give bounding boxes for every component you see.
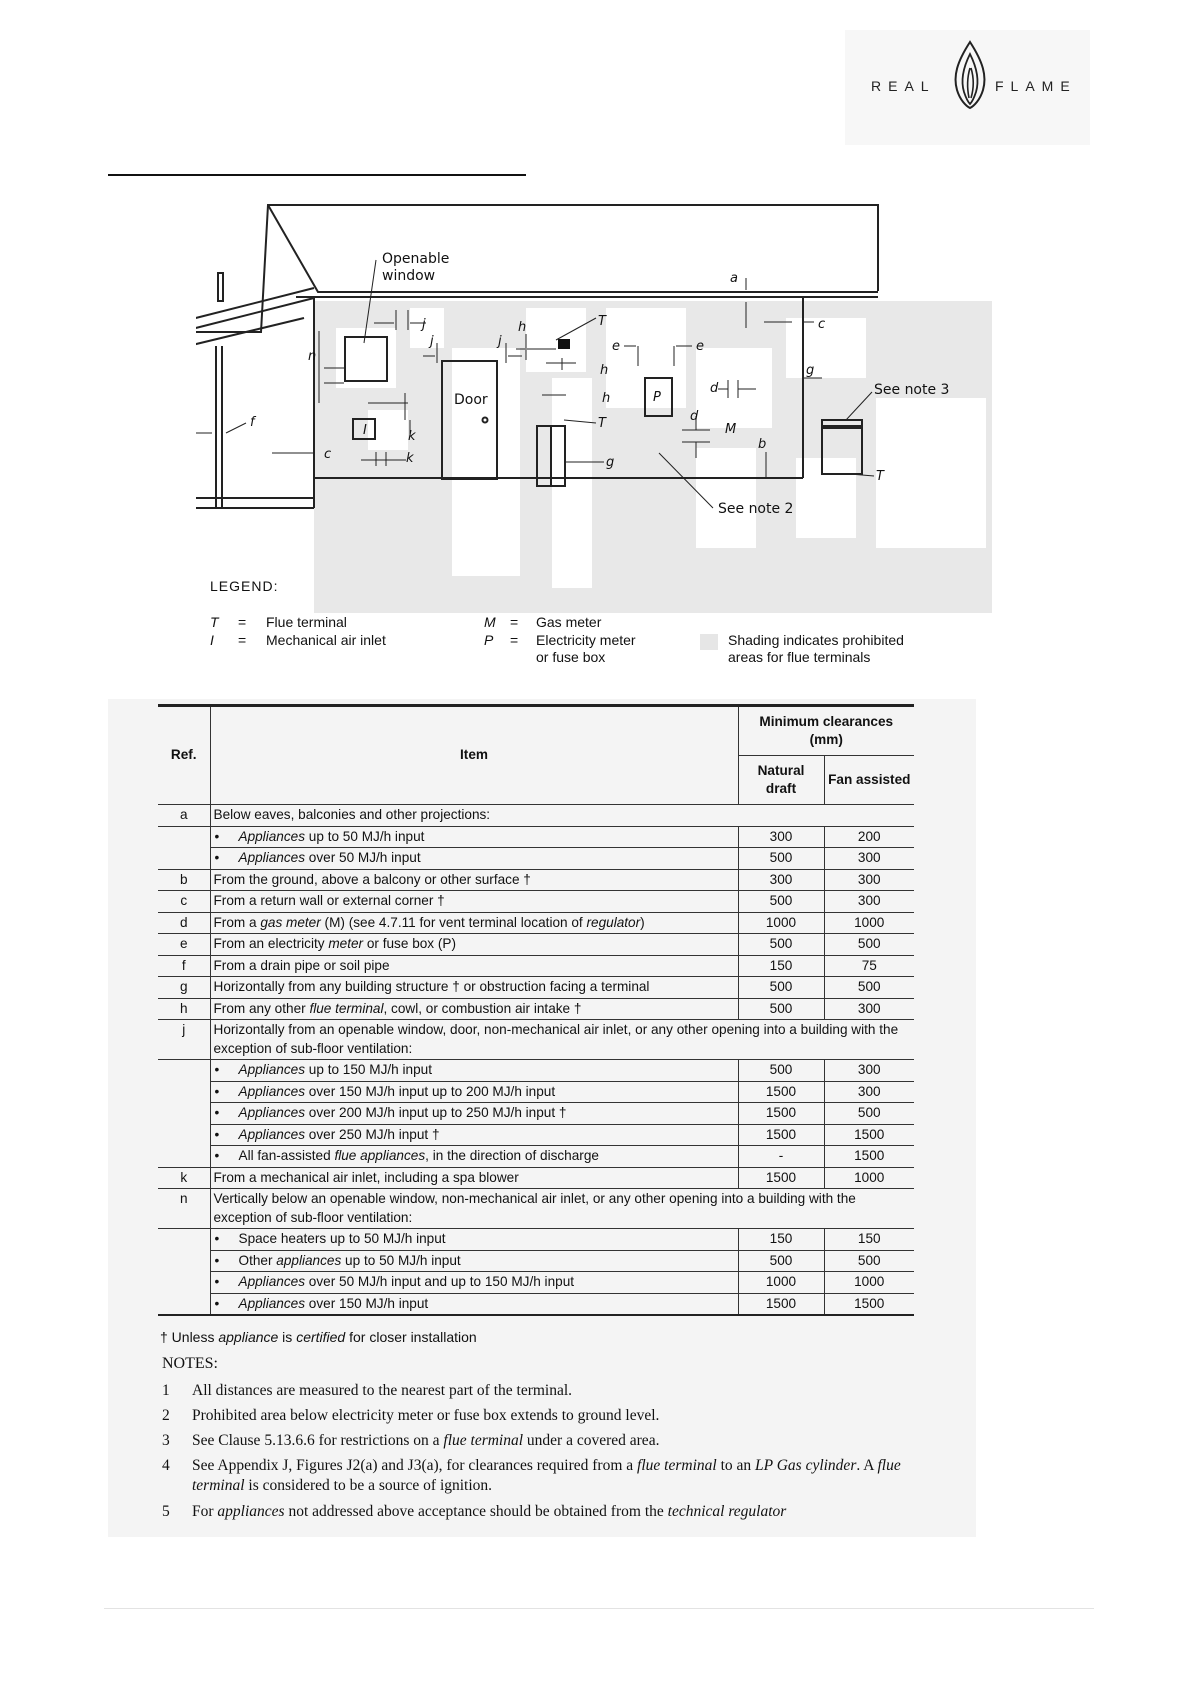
label-T-2: T [598,416,606,431]
flame-icon [949,40,991,110]
cell-natural: 1000 [738,1272,824,1294]
label-g-1: g [806,363,815,378]
cell-fan: 500 [824,934,914,956]
legend-m-desc: Gas meter [536,614,602,630]
row-item-text: Other [238,1252,277,1268]
row-item: From a mechanical air inlet, including a spa blower [210,1167,738,1189]
brand-logo [845,30,1090,145]
row-item-rest: , in the direction of discharge [425,1148,599,1163]
table-footnote [160,1329,477,1345]
legend-m-equals: = [510,614,519,630]
see-note-3-label: See note 3 [874,382,950,398]
cell-fan: 300 [824,1060,914,1082]
note-text: under a covered area. [523,1432,660,1449]
note-text: not addressed above acceptance should be obtained from the [284,1503,668,1520]
row-item-em: Appliances [238,1105,306,1120]
table-row [158,1167,914,1189]
label-j-1: j [422,317,426,332]
label-h-1: h [518,320,527,335]
legend-shade-swatch [700,634,718,650]
note-em: flue terminal [443,1432,524,1449]
label-k-1: k [408,429,416,444]
note-em: LP Gas [755,1457,802,1474]
cell-natural: - [738,1146,824,1168]
cell-natural: 300 [738,826,824,848]
label-M: M [725,422,737,437]
row-ref: c [158,891,210,913]
cell-fan: 200 [824,826,914,848]
cell-fan: 1500 [824,1293,914,1315]
row-item-em: Appliances [238,1083,306,1099]
table-row [158,1124,914,1146]
header-fan-assisted: Fan assisted [824,756,914,805]
see-note-2-label: See note 2 [718,501,794,517]
footnote-em: appliance [218,1329,279,1345]
row-ref: f [158,955,210,977]
row-ref: k [158,1167,210,1189]
row-ref: d [158,912,210,934]
label-d-1: d [710,381,719,396]
legend-title: LEGEND: [210,578,279,594]
table-row [158,1293,914,1315]
cell-fan: 500 [824,1250,914,1272]
label-j-3: j [498,334,502,349]
footnote-text: is [278,1329,297,1345]
footnote-text: † Unless [160,1329,219,1345]
legend-p-desc-2: or fuse box [536,649,606,665]
note-number: 4 [162,1457,170,1474]
row-ref: g [158,977,210,999]
table-row [158,1020,914,1060]
row-item-text: From a [213,914,261,930]
legend-t-desc: Flue terminal [266,614,347,630]
note-text: . A [856,1457,878,1474]
cell-natural: 500 [738,1060,824,1082]
logo-text-right: FLAME [995,78,1077,94]
cell-fan: 300 [824,869,914,891]
table-row [158,826,914,848]
row-item-em: regulator [586,914,641,930]
table-row [158,1250,914,1272]
label-f: f [250,415,255,430]
label-h-3: h [602,391,611,406]
bullet: • [214,1083,220,1099]
label-j-2: j [430,334,434,349]
cell-fan: 75 [824,955,914,977]
cell-fan: 1000 [824,1167,914,1189]
notes-title: NOTES: [162,1355,218,1372]
openable-window-label-2: window [382,268,436,284]
cell-fan: 150 [824,1229,914,1251]
row-item-rest: over 50 MJ/h input [305,850,421,865]
heading-rule [108,174,526,176]
header-item: Item [210,706,738,805]
clearance-table [158,704,914,1316]
row-item-em: Appliances [238,1295,306,1311]
cell-fan: 500 [824,977,914,999]
label-T-3: T [876,469,884,484]
row-item-em: Appliances [238,850,306,865]
row-item-text: Space heaters up to 50 MJ/h input [238,1231,446,1246]
label-c-1: c [818,317,826,332]
cell-fan: 300 [824,848,914,870]
footnote-em: certified [296,1329,346,1345]
note-number: 2 [162,1407,170,1424]
row-ref: a [158,805,210,827]
row-item: Horizontally from any building structure † or obstruction facing a terminal [210,977,738,999]
door-label: Door [454,392,488,408]
row-item: From a return wall or external corner † [210,891,738,913]
row-item-text: All fan-assisted [238,1148,335,1163]
row-item-em: gas meter [260,914,321,930]
row-item-em: flue appliances [334,1148,426,1163]
cell-natural: 500 [738,848,824,870]
note-em: cylinder [805,1457,857,1474]
table-row [158,891,914,913]
note-text: For [192,1503,218,1520]
row-item-rest: over 200 MJ/h input up to 250 MJ/h input † [305,1105,567,1120]
row-item-em: Appliances [238,1062,306,1077]
row-item-em: Appliances [238,1126,306,1142]
cell-natural: 1500 [738,1081,824,1103]
row-item-text: From any other [213,1000,310,1016]
bullet: • [214,1252,220,1268]
label-k-2: k [406,451,414,466]
row-ref: n [158,1189,210,1229]
label-I: I [363,423,367,438]
cell-natural: 500 [738,1250,824,1272]
note-text: Prohibited area below electricity meter or fuse box extends to ground level. [192,1407,660,1424]
footer-rule [104,1608,1094,1609]
row-ref: h [158,998,210,1020]
cell-natural: 1500 [738,1167,824,1189]
label-h-2: h [600,363,609,378]
header-natural-draft: Natural draft [738,756,824,805]
note-number: 3 [162,1432,170,1449]
bullet: • [214,1105,220,1120]
cell-natural: 300 [738,869,824,891]
cell-fan: 300 [824,891,914,913]
cell-natural: 500 [738,934,824,956]
row-item: From a drain pipe or soil pipe [210,955,738,977]
bullet: • [214,850,220,865]
cell-natural: 500 [738,998,824,1020]
note-text: is considered to be a source of ignition. [244,1477,493,1494]
note-text: See Clause 5.13.6.6 for restrictions on a [192,1432,444,1449]
legend-i-equals: = [238,632,247,648]
row-item-rest: over 250 MJ/h input † [305,1126,440,1142]
label-a: a [730,271,738,286]
bullet: • [214,1062,220,1077]
cell-fan: 300 [824,998,914,1020]
label-e-2: e [696,339,704,354]
legend-m-symbol: M [484,614,496,630]
footnote-text: for closer installation [345,1329,477,1345]
table-row [158,1229,914,1251]
cell-fan: 1500 [824,1124,914,1146]
legend-p-desc-1: Electricity meter [536,632,636,648]
legend-t-symbol: T [210,614,219,630]
bullet: • [214,1274,220,1289]
legend-shade-desc-1: Shading indicates prohibited [728,632,904,648]
label-n: n [308,349,317,364]
row-item-em: Appliances [238,828,306,844]
row-item-text: , cowl, or combustion air intake † [383,1000,582,1016]
flue-terminal-mark [558,339,570,349]
row-ref: e [158,934,210,956]
row-item-rest: over 150 MJ/h input up to 200 MJ/h input [305,1083,556,1099]
legend-i-desc: Mechanical air inlet [266,632,386,648]
clearance-table-panel [108,699,976,1537]
label-c-2: c [324,447,332,462]
row-item: Below eaves, balconies and other projections: [210,805,914,827]
table-row [158,848,914,870]
note-text: See Appendix J, Figures J2(a) and J3(a), for clearances required from a [192,1457,638,1474]
bullet: • [214,1231,220,1246]
cell-fan: 1000 [824,912,914,934]
note-em: flue terminal [192,1457,901,1494]
table-row [158,1189,914,1229]
bullet: • [214,1295,220,1311]
cell-natural: 150 [738,955,824,977]
label-T-1: T [598,314,606,329]
cell-fan: 300 [824,1081,914,1103]
note-text: All distances are measured to the nearest part of the terminal. [192,1382,573,1399]
cell-natural: 500 [738,891,824,913]
row-item-rest: over 50 MJ/h input and up to 150 MJ/h input [305,1274,575,1289]
table-row [158,912,914,934]
cell-natural: 1500 [738,1124,824,1146]
row-item: Horizontally from an openable window, door, non-mechanical air inlet, or any other opening into a building with the exception of sub-floor ventilation: [210,1020,914,1060]
bullet: • [214,1148,220,1163]
cell-natural: 150 [738,1229,824,1251]
bullet: • [214,828,220,844]
table-row [158,998,914,1020]
row-ref: j [158,1020,210,1060]
cell-natural: 1500 [738,1293,824,1315]
header-ref: Ref. [158,706,210,805]
table-row [158,977,914,999]
row-item-rest: up to 50 MJ/h input [341,1252,461,1268]
table-row [158,805,914,827]
label-d-2: d [690,409,699,424]
cell-fan: 1000 [824,1272,914,1294]
cell-fan: 500 [824,1103,914,1125]
row-item-rest: over 150 MJ/h input [305,1295,429,1311]
row-item-text: (M) (see 4.7.11 for vent terminal location of [320,914,587,930]
table-row [158,1081,914,1103]
note-number: 1 [162,1382,170,1399]
cell-fan: 1500 [824,1146,914,1168]
legend-i-symbol: I [210,632,214,648]
row-item: Vertically below an openable window, non-mechanical air inlet, or any other opening into a building with the exception of sub-floor ventilation: [210,1189,914,1229]
label-e-1: e [612,339,620,354]
row-item: From the ground, above a balcony or other surface † [210,869,738,891]
row-item-em: appliances [276,1252,342,1268]
bullet: • [214,1126,220,1142]
row-item-em: flue terminal [309,1000,384,1016]
row-ref: b [158,869,210,891]
logo-text-left: REAL [871,78,936,94]
row-item-text: From an electricity [213,936,329,951]
row-item-em: meter [328,936,364,951]
row-item-text: ) [640,914,645,930]
row-item-rest: up to 50 MJ/h input [305,828,425,844]
legend-t-equals: = [238,614,247,630]
label-P: P [653,390,661,405]
cell-natural: 500 [738,977,824,999]
legend-p-symbol: P [484,632,494,648]
row-item-em: Appliances [238,1274,306,1289]
table-row [158,955,914,977]
header-min-clearances: Minimum clearances (mm) [738,706,914,756]
note-em: appliances [217,1503,285,1520]
legend-p-equals: = [510,632,519,648]
table-row [158,869,914,891]
table-row [158,934,914,956]
table-row [158,1146,914,1168]
note-number: 5 [162,1503,170,1520]
diagram-legend [208,578,1008,678]
table-row [158,1103,914,1125]
openable-window-label-1: Openable [382,251,450,267]
label-g-2: g [606,455,615,470]
cell-natural: 1000 [738,912,824,934]
row-item-rest: up to 150 MJ/h input [305,1062,432,1077]
legend-shade-desc-2: areas for flue terminals [728,649,871,665]
note-text: to an [716,1457,756,1474]
row-item-text: or fuse box (P) [363,936,457,951]
note-em: technical regulator [667,1503,787,1520]
table-row [158,1060,914,1082]
table-row [158,1272,914,1294]
label-b: b [758,437,767,452]
cell-natural: 1500 [738,1103,824,1125]
note-em: flue terminal [637,1457,717,1474]
